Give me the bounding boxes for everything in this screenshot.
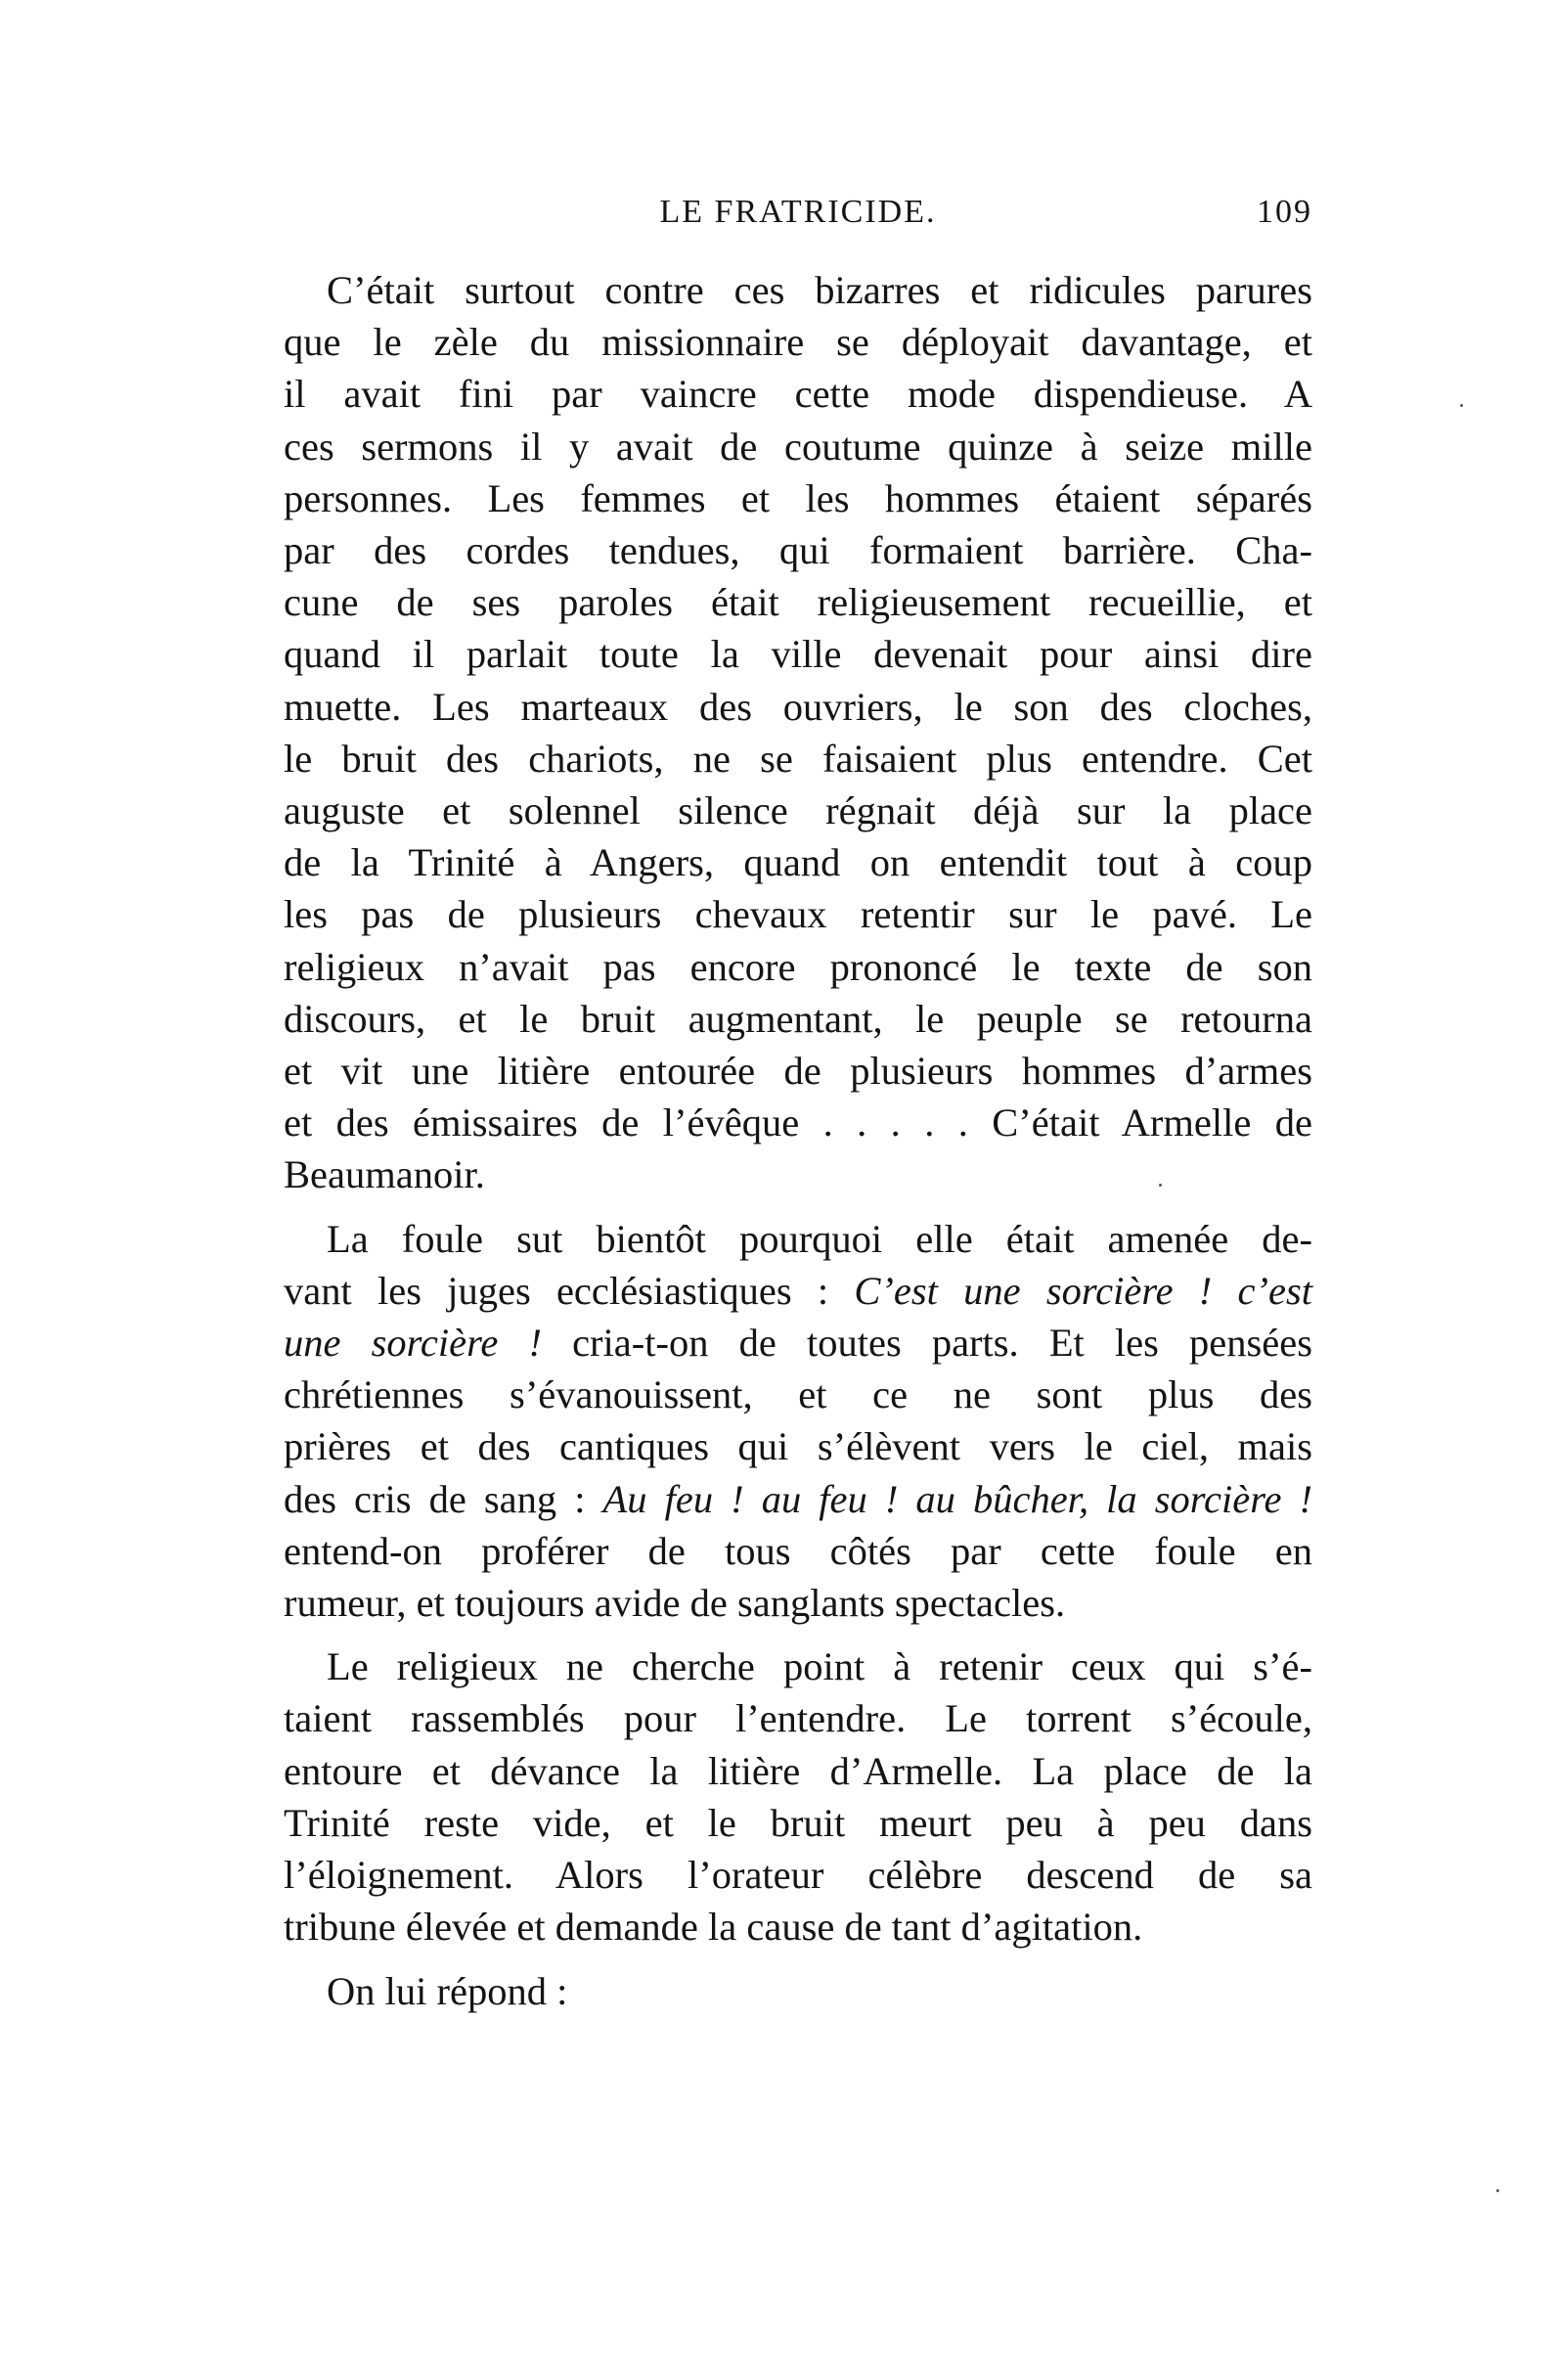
- text-line: rumeur, et toujours avide de sanglants spectacles.: [284, 1581, 1066, 1626]
- text-line: les pas de plusieurs chevaux retentir sur le pavé. Le: [284, 892, 1312, 937]
- text-line: religieux n’avait pas encore prononcé le texte de son: [284, 944, 1312, 989]
- text-line: Beaumanoir.: [284, 1152, 485, 1197]
- text-line: l’éloignement. Alors l’orateur célèbre descend de sa: [284, 1853, 1312, 1898]
- text-line: On lui répond :: [327, 1968, 568, 2013]
- scan-speck: [1460, 404, 1463, 407]
- text-segment: vant les juges ecclésiastiques :: [284, 1268, 855, 1313]
- italic-exclamation: Au feu ! au feu ! au bûcher, la sorcière !: [602, 1476, 1312, 1521]
- text-line: et vit une litière entourée de plusieurs hommes d’armes: [284, 1049, 1312, 1094]
- text-line: C’était surtout contre ces bizarres et ridicules parures: [327, 268, 1312, 312]
- text-line: muette. Les marteaux des ouvriers, le son des cloches,: [284, 684, 1312, 729]
- text-line: tribune élevée et demande la cause de tant d’agitation.: [284, 1905, 1143, 1950]
- text-line: de la Trinité à Angers, quand on entendit tout à coup: [284, 840, 1312, 885]
- text-line: entoure et dévance la litière d’Armelle. La place de la: [284, 1748, 1312, 1793]
- italic-exclamation: C’est une sorcière ! c’est: [854, 1268, 1312, 1313]
- italic-exclamation: une sorcière !: [284, 1321, 542, 1366]
- text-line: Trinité reste vide, et le bruit meurt peu à peu dans: [284, 1800, 1312, 1845]
- text-line: [284, 1317, 1312, 1369]
- paragraph-4: [284, 1965, 1312, 2017]
- text-line: quand il parlait toute la ville devenait pour ainsi dire: [284, 632, 1312, 677]
- text-line: [284, 1265, 1312, 1317]
- text-line: chrétiennes s’évanouissent, et ce ne sont plus des: [284, 1372, 1312, 1417]
- paragraph-1: [284, 264, 1312, 1201]
- text-line: par des cordes tendues, qui formaient barrière. Cha-: [284, 528, 1312, 573]
- text-line: il avait fini par vaincre cette mode dispendieuse. A: [284, 372, 1312, 417]
- paragraph-2: [284, 1213, 1312, 1630]
- scan-speck: [1159, 1184, 1162, 1187]
- running-header: [284, 194, 1312, 243]
- paragraph-3: [284, 1640, 1312, 1953]
- text-line: personnes. Les femmes et les hommes étaient séparés: [284, 475, 1312, 520]
- text-line: ces sermons il y avait de coutume quinze à seize mille: [284, 424, 1312, 469]
- text-line: et des émissaires de l’évêque . . . . . C’était Armelle de: [284, 1100, 1312, 1145]
- page-number: 109: [1257, 194, 1312, 230]
- text-segment: des cris de sang :: [284, 1476, 603, 1521]
- text-line: prières et des cantiques qui s’élèvent vers le ciel, mais: [284, 1424, 1312, 1469]
- running-title: LE FRATRICIDE.: [659, 194, 937, 230]
- text-line: La foule sut bientôt pourquoi elle était amenée de-: [327, 1216, 1312, 1261]
- text-line: entend-on proférer de tous côtés par cette foule en: [284, 1528, 1312, 1573]
- text-line: [284, 1473, 1312, 1525]
- body-text: [284, 264, 1312, 2029]
- text-line: Le religieux ne cherche point à retenir ceux qui s’é-: [327, 1644, 1312, 1689]
- text-line: que le zèle du missionnaire se déployait davantage, et: [284, 320, 1312, 365]
- text-line: discours, et le bruit augmentant, le peuple se retourna: [284, 996, 1312, 1041]
- text-segment: cria-t-on de toutes parts. Et les pensées: [541, 1321, 1313, 1366]
- text-line: cune de ses paroles était religieusement recueillie, et: [284, 580, 1312, 625]
- text-line: auguste et solennel silence régnait déjà sur la place: [284, 788, 1312, 833]
- text-line: le bruit des chariots, ne se faisaient plus entendre. Cet: [284, 736, 1312, 781]
- text-line: taient rassemblés pour l’entendre. Le torrent s’écoule,: [284, 1696, 1312, 1741]
- scan-speck: [1496, 2189, 1499, 2192]
